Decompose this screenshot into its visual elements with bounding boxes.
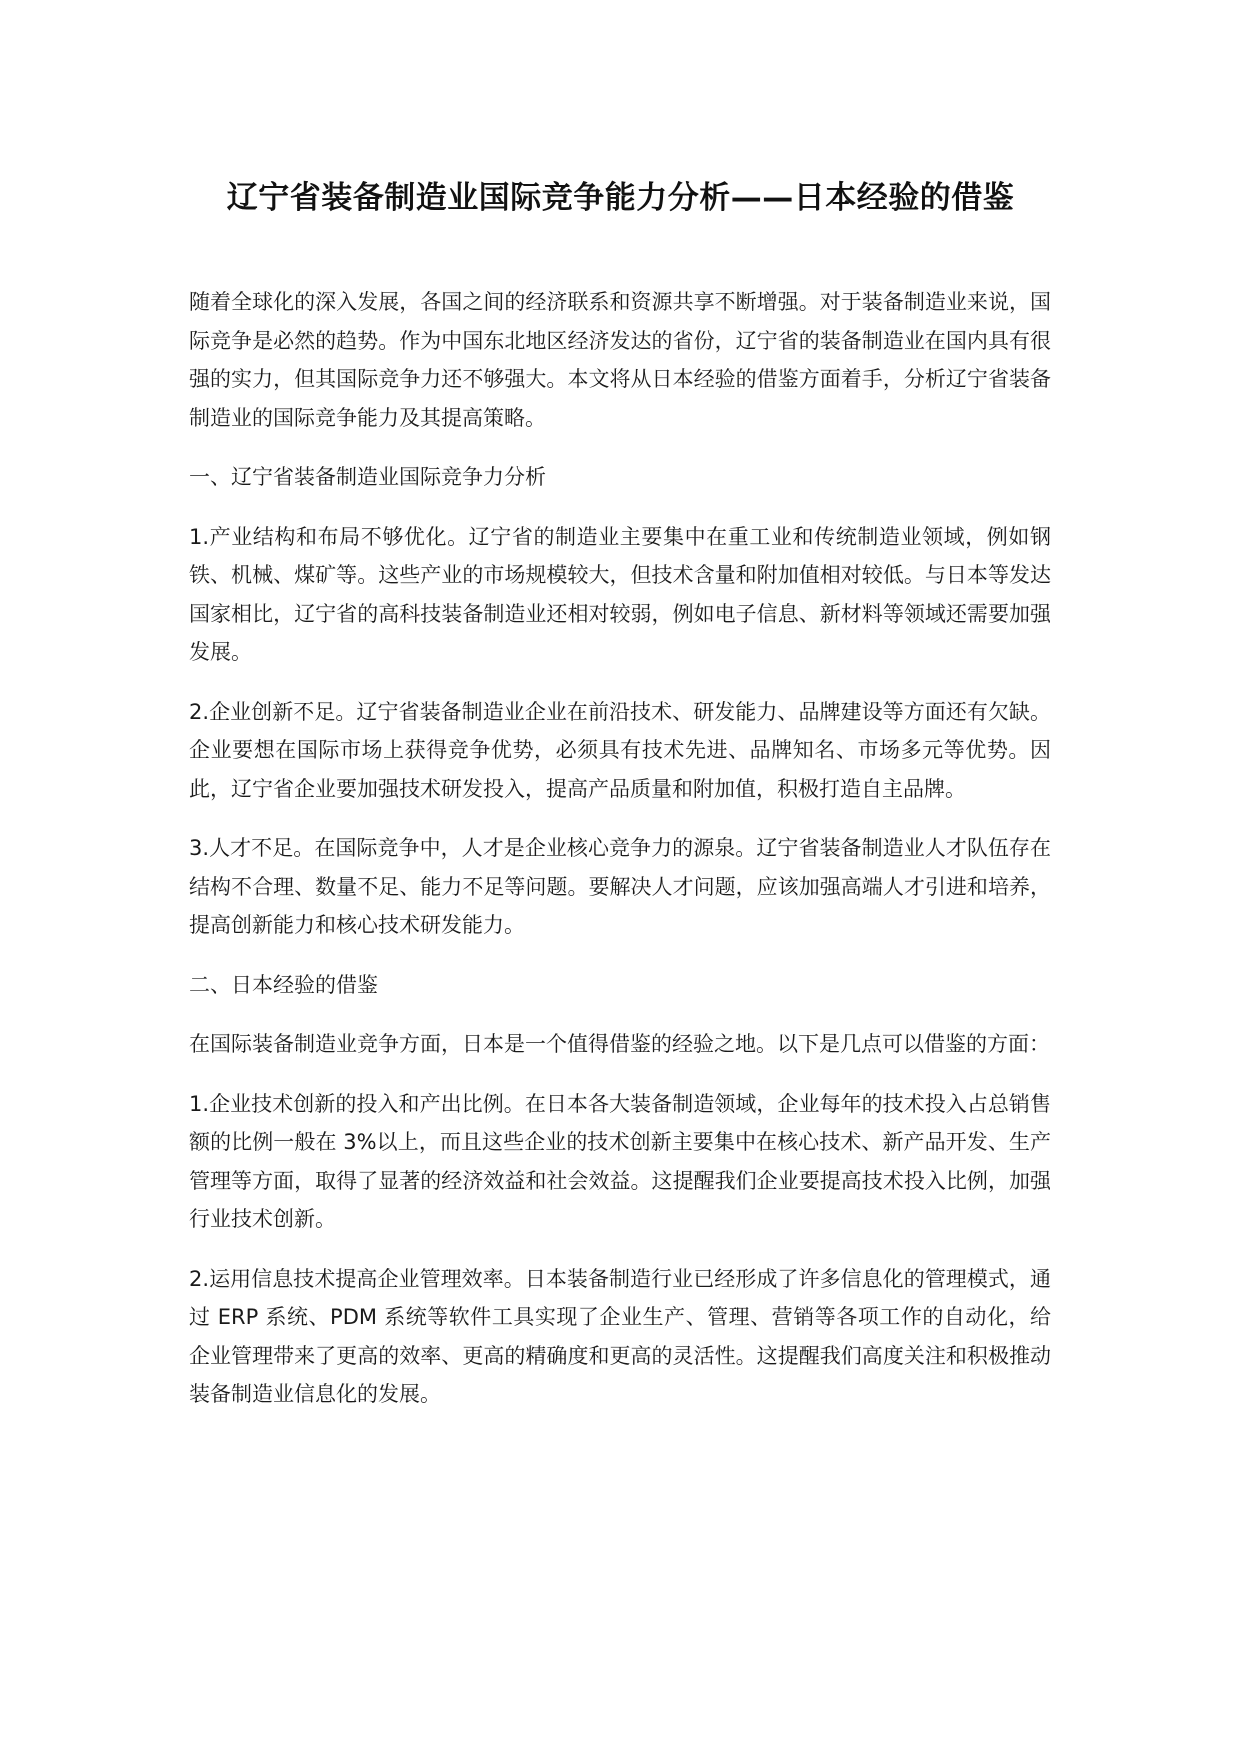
document-body <box>189 283 1051 1435</box>
section-1-point-1: 1.产业结构和布局不够优化。辽宁省的制造业主要集中在重工业和传统制造业领域，例如钢铁、机械、煤矿等。这些产业的市场规模较大，但技术含量和附加值相对较低。与日本等发达国家相比，辽宁省的高科技装备制造业还相对较弱，例如电子信息、新材料等领域还需要加强发展。 <box>189 524 1051 664</box>
section-heading-2: 二、日本经验的借鉴 <box>189 972 378 997</box>
section-1-point-2: 2.企业创新不足。辽宁省装备制造业企业在前沿技术、研发能力、品牌建设等方面还有欠缺。企业要想在国际市场上获得竞争优势，必须具有技术先进、品牌知名、市场多元等优势。因此，辽宁省企业要加强技术研发投入，提高产品质量和附加值，积极打造自主品牌。 <box>189 699 1051 801</box>
section-2-point-1: 1.企业技术创新的投入和产出比例。在日本各大装备制造领域，企业每年的技术投入占总销售额的比例一般在 3%以上，而且这些企业的技术创新主要集中在核心技术、新产品开发、生产管理等方面，取得了显著的经济效益和社会效益。这提醒我们企业要提高技术投入比例，加强行业技术创新。 <box>189 1091 1051 1231</box>
document-title: 辽宁省装备制造业国际竞争能力分析——日本经验的借鉴 <box>226 180 1015 216</box>
section-2-intro: 在国际装备制造业竞争方面，日本是一个值得借鉴的经验之地。以下是几点可以借鉴的方面： <box>189 1032 1050 1056</box>
section-1-point-3: 3.人才不足。在国际竞争中，人才是企业核心竞争力的源泉。辽宁省装备制造业人才队伍存在结构不合理、数量不足、能力不足等问题。要解决人才问题，应该加强高端人才引进和培养，提高创新能力和核心技术研发能力。 <box>189 836 1051 937</box>
intro-paragraph: 随着全球化的深入发展，各国之间的经济联系和资源共享不断增强。对于装备制造业来说，国际竞争是必然的趋势。作为中国东北地区经济发达的省份，辽宁省的装备制造业在国内具有很强的实力，但其国际竞争力还不够强大。本文将从日本经验的借鉴方面着手，分析辽宁省装备制造业的国际竞争能力及其提高策略。 <box>189 290 1051 430</box>
section-heading-1: 一、辽宁省装备制造业国际竞争力分析 <box>189 465 546 489</box>
section-2-point-2: 2.运用信息技术提高企业管理效率。日本装备制造行业已经形成了许多信息化的管理模式，通过 ERP 系统、PDM 系统等软件工具实现了企业生产、管理、营销等各项工作的自动化，给企业管理带来了更高的效率、更高的精确度和更高的灵活性。这提醒我们高度关注和积极推动装备制造业信息化的发展。 <box>189 1266 1051 1406</box>
